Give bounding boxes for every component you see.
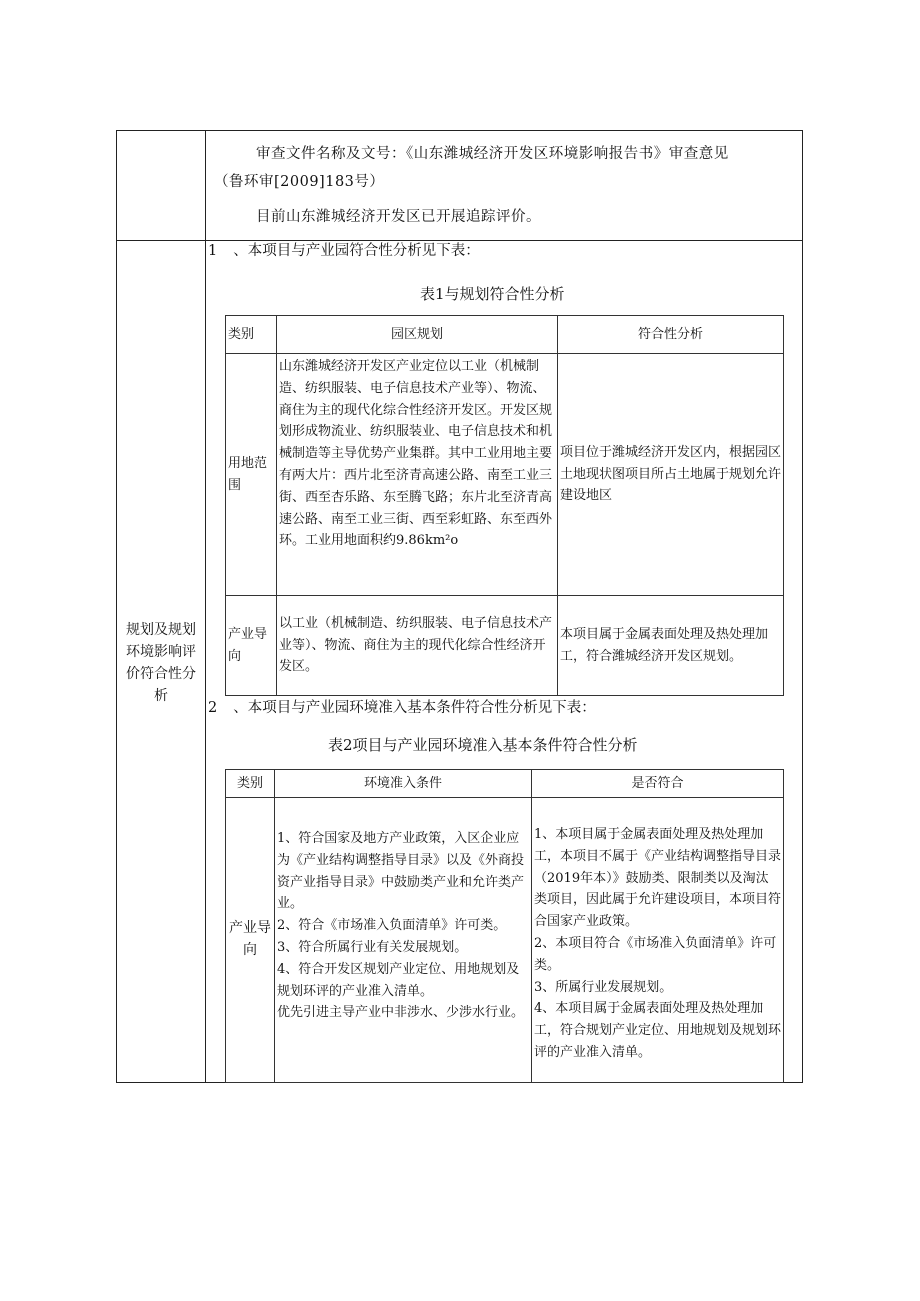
item-1-number: 1 — [208, 243, 218, 259]
table-1-row-2-category: 产业导向 — [226, 596, 277, 696]
table-1-row-2-plan: 以工业（机械制造、纺织服装、电子信息技术产业等）、物流、商住为主的现代化综合性经济开发区。 — [277, 596, 558, 696]
table-row — [226, 596, 784, 696]
review-line-1: 审查文件名称及文号：《山东潍城经济开发区环境影响报告书》审查意见 — [256, 146, 729, 162]
table-2 — [225, 769, 784, 1083]
table-2-header-row — [226, 770, 784, 798]
table-1 — [225, 315, 784, 696]
item-2-text: 、本项目与产业园环境准入基本条件符合性分析见下表： — [233, 700, 596, 716]
review-line-3: 目前山东潍城经济开发区已开展追踪评价。 — [256, 209, 541, 225]
table-2-row-1-category: 产业导向 — [226, 798, 275, 1083]
table-1-header-analysis: 符合性分析 — [558, 316, 784, 354]
table-row — [226, 798, 784, 1083]
table-2-caption: 表2项目与产业园环境准入基本条件符合性分析 — [328, 736, 638, 754]
table-2-row-1-conditions: 1、符合国家及地方产业政策，入区企业应为《产业结构调整指导目录》以及《外商投资产业指导目录》中鼓励类产业和允许类产业。 2、符合《市场准入负面清单》许可类。 3、符合所属行业有关发展规划。 4、符合开发区规划产业定位、用地规划及规划环评的产业准入清单。 优先引进主导产业中非涉水、少涉水行业。 — [275, 798, 532, 1083]
table-1-row-2-analysis: 本项目属于金属表面处理及热处理加工，符合潍城经济开发区规划。 — [558, 596, 784, 696]
item-2 — [208, 697, 596, 719]
column-divider — [205, 130, 206, 1083]
table-1-row-1-analysis: 项目位于潍城经济开发区内，根据园区土地现状图项目所占土地属于规划允许建设地区 — [558, 354, 784, 596]
table-1-header-plan: 园区规划 — [277, 316, 558, 354]
review-text — [214, 140, 800, 231]
table-2-header-category: 类别 — [226, 770, 275, 798]
table-2-row-1-compliance: 1、本项目属于金属表面处理及热处理加工，本项目不属于《产业结构调整指导目录（2019年本）》鼓励类、限制类以及淘汰类项目，因此属于允许建设项目，本项目符合国家产业政策。 2、本项目符合《市场准入负面清单》许可类。 3、所属行业发展规划。 4、本项目属于金属表面处理及热处理加工，符合规划产业定位、用地规划及规划环评的产业准入清单。 — [532, 798, 784, 1083]
item-2-number: 2 — [208, 700, 218, 716]
item-1 — [208, 240, 480, 262]
table-1-caption: 表1与规划符合性分析 — [420, 285, 565, 303]
table-2-header-conditions: 环境准入条件 — [275, 770, 532, 798]
review-line-2: （鲁环审[2009]183号） — [214, 174, 385, 190]
table-1-header-category: 类别 — [226, 316, 277, 354]
table-1-row-1-plan: 山东潍城经济开发区产业定位以工业（机械制造、纺织服装、电子信息技术产业等）、物流、商住为主的现代化综合性经济开发区。开发区规划形成物流业、纺织服装业、电子信息技术和机械制造等主导优势产业集群。其中工业用地主要有两大片：西片北至济青高速公路、南至工业三街、西至杏乐路、东至腾飞路；东片北至济青高速公路、南至工业三街、西至彩虹路、东至西外环。工业用地面积约9.86km²o — [277, 354, 558, 596]
table-2-header-compliance: 是否符合 — [532, 770, 784, 798]
table-1-header-row — [226, 316, 784, 354]
table-1-row-1-category: 用地范围 — [226, 354, 277, 596]
item-1-text: 、本项目与产业园符合性分析见下表： — [233, 243, 480, 259]
table-row — [226, 354, 784, 596]
section-label: 规划及规划环境影响评价符合性分析 — [126, 622, 196, 704]
